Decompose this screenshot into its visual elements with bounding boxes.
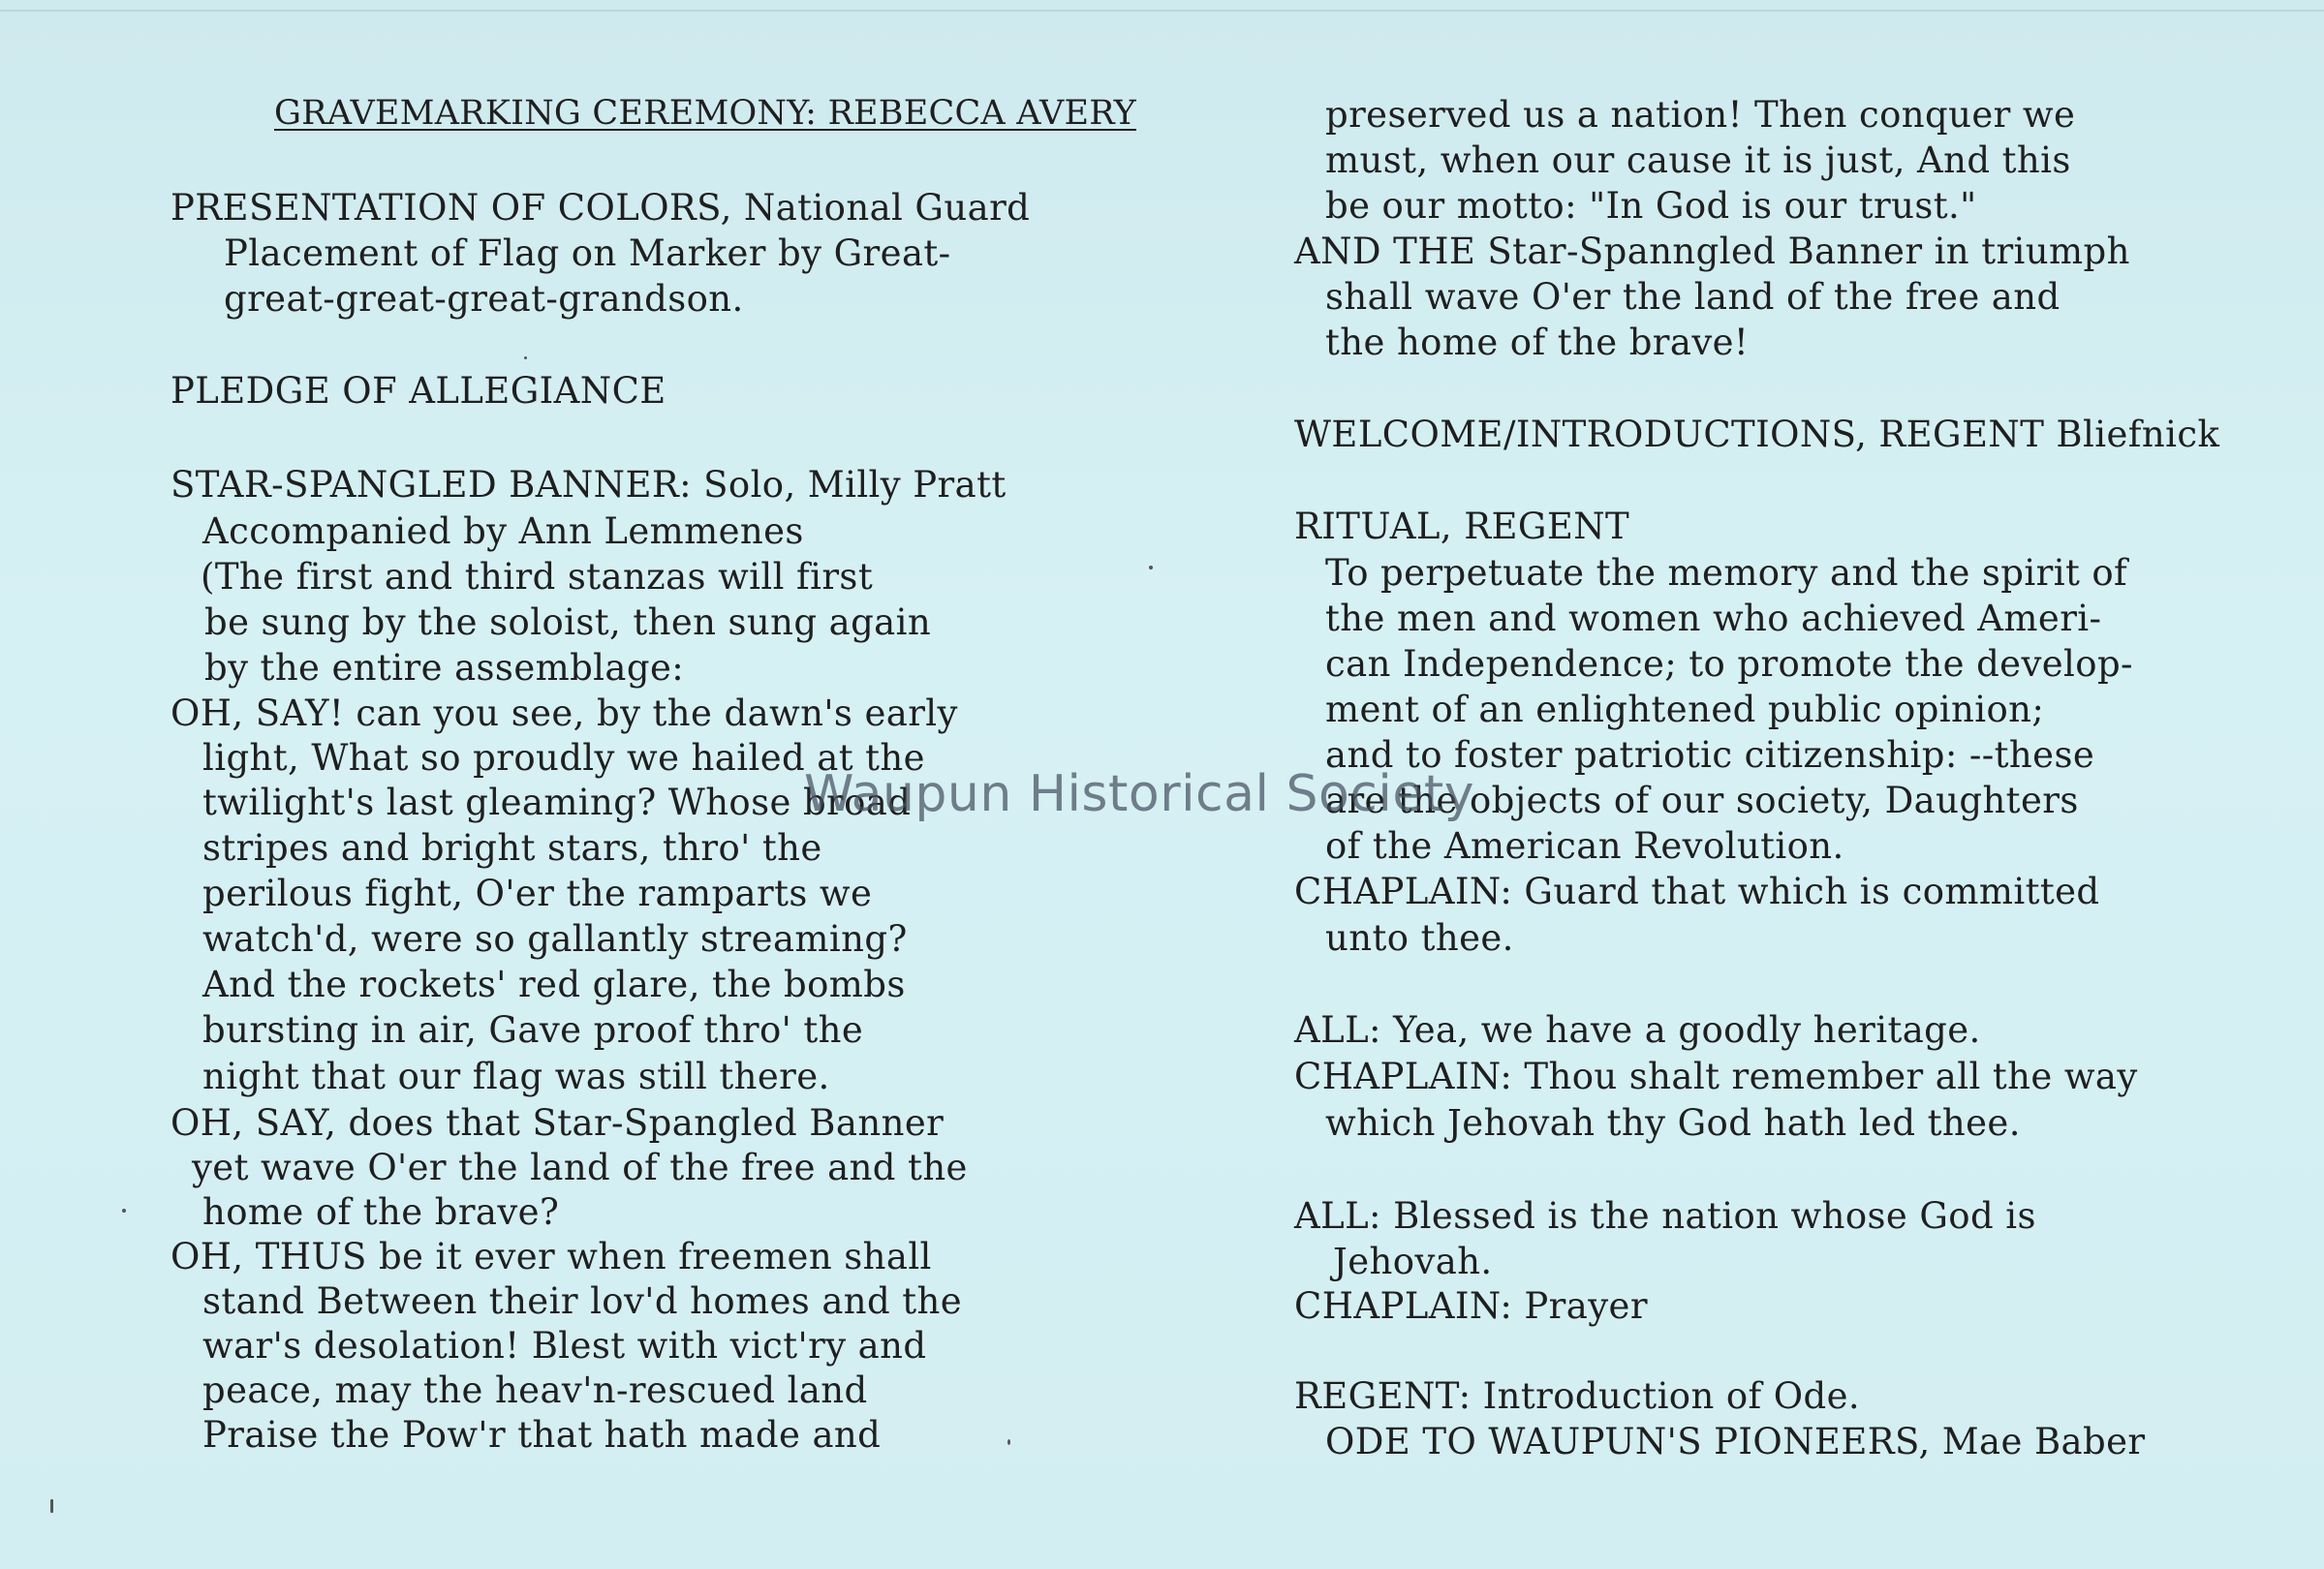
- program-item-ode: REGENT: Introduction of Ode.: [1294, 1375, 1861, 1417]
- program-line: of the American Revolution.: [1325, 825, 1844, 867]
- program-line: the home of the brave!: [1325, 322, 1750, 363]
- program-item-ritual: RITUAL, REGENT: [1294, 506, 1630, 547]
- program-line: stand Between their lov'd homes and the: [202, 1280, 963, 1322]
- program-line: which Jehovah thy God hath led thee.: [1325, 1102, 2021, 1144]
- program-line: (The first and third stanzas will first: [201, 556, 874, 598]
- all-response: ALL: Yea, we have a goodly heritage.: [1294, 1009, 1981, 1051]
- program-line: stripes and bright stars, thro' the: [202, 827, 822, 869]
- program-line: be our motto: "In God is our trust.": [1325, 185, 1977, 227]
- program-line: can Independence; to promote the develop-: [1325, 643, 2133, 685]
- watermark: Waupun Historical Society: [804, 765, 1474, 823]
- program-item-anthem: STAR-SPANGLED BANNER: Solo, Milly Pratt: [170, 464, 1007, 506]
- program-line: Jehovah.: [1333, 1241, 1493, 1282]
- anthem-verse-2: OH, SAY, does that Star-Spangled Banner: [170, 1102, 945, 1144]
- program-line: be sung by the soloist, then sung again: [204, 601, 932, 643]
- program-line: must, when our cause it is just, And this: [1325, 139, 2071, 181]
- program-item-pledge: PLEDGE OF ALLEGIANCE: [170, 370, 666, 412]
- chaplain-line: CHAPLAIN: Thou shalt remember all the way: [1294, 1056, 2138, 1097]
- program-line: war's desolation! Blest with vict'ry and: [202, 1325, 927, 1367]
- program-line: light, What so proudly we hailed at the: [202, 737, 925, 779]
- program-line: Accompanied by Ann Lemmenes: [202, 510, 804, 552]
- program-line: Praise the Pow'r that hath made and: [202, 1414, 882, 1456]
- chaplain-line: CHAPLAIN: Guard that which is committed: [1294, 871, 2100, 912]
- all-response: ALL: Blessed is the nation whose God is: [1294, 1195, 2036, 1237]
- program-line: To perpetuate the memory and the spirit of: [1325, 552, 2128, 594]
- paper-speck: [524, 356, 527, 359]
- program-line: by the entire assemblage:: [204, 647, 685, 689]
- program-line: peace, may the heav'n-rescued land: [202, 1369, 868, 1411]
- chaplain-prayer: CHAPLAIN: Prayer: [1294, 1285, 1648, 1327]
- program-line: yet wave O'er the land of the free and the: [192, 1147, 968, 1188]
- program-item-colors: PRESENTATION OF COLORS, National Guard: [170, 187, 1031, 229]
- program-line: ODE TO WAUPUN'S PIONEERS, Mae Baber: [1325, 1421, 2146, 1462]
- program-line: watch'd, were so gallantly streaming?: [202, 918, 908, 960]
- program-line: twilight's last gleaming? Whose broad: [202, 782, 912, 823]
- page-title: GRAVEMARKING CEREMONY: REBECCA AVERY: [274, 94, 1136, 133]
- program-line: Placement of Flag on Marker by Great-: [224, 232, 951, 274]
- program-line: night that our flag was still there.: [202, 1056, 830, 1097]
- anthem-verse-1: OH, SAY! can you see, by the dawn's early: [170, 692, 958, 734]
- program-line: bursting in air, Gave proof thro' the: [202, 1009, 864, 1051]
- paper-speck: [50, 1499, 53, 1513]
- anthem-verse-4: AND THE Star-Spanngled Banner in triumph: [1294, 231, 2130, 272]
- program-line: And the rockets' red glare, the bombs: [202, 964, 906, 1005]
- program-line: great-great-great-grandson.: [224, 278, 744, 320]
- paper-fold-edge: [0, 10, 2324, 12]
- paper-speck: [1007, 1439, 1010, 1445]
- program-line: ment of an enlightened public opinion;: [1325, 689, 2045, 730]
- program-line: the men and women who achieved Ameri-: [1325, 598, 2102, 639]
- program-line: home of the brave?: [202, 1191, 560, 1233]
- anthem-verse-3: OH, THUS be it ever when freemen shall: [170, 1236, 932, 1277]
- program-line: preserved us a nation! Then conquer we: [1325, 94, 2076, 136]
- program-item-welcome: WELCOME/INTRODUCTIONS, REGENT Bliefnick: [1294, 414, 2220, 455]
- program-line: perilous fight, O'er the ramparts we: [202, 873, 873, 914]
- program-line: unto thee.: [1325, 917, 1514, 959]
- program-line: shall wave O'er the land of the free and: [1325, 276, 2061, 318]
- program-line: and to foster patriotic citizenship: --these: [1325, 734, 2095, 776]
- program-line: are the objects of our society, Daughters: [1325, 780, 2079, 821]
- paper-speck: [122, 1209, 126, 1213]
- paper-speck: [1149, 566, 1153, 569]
